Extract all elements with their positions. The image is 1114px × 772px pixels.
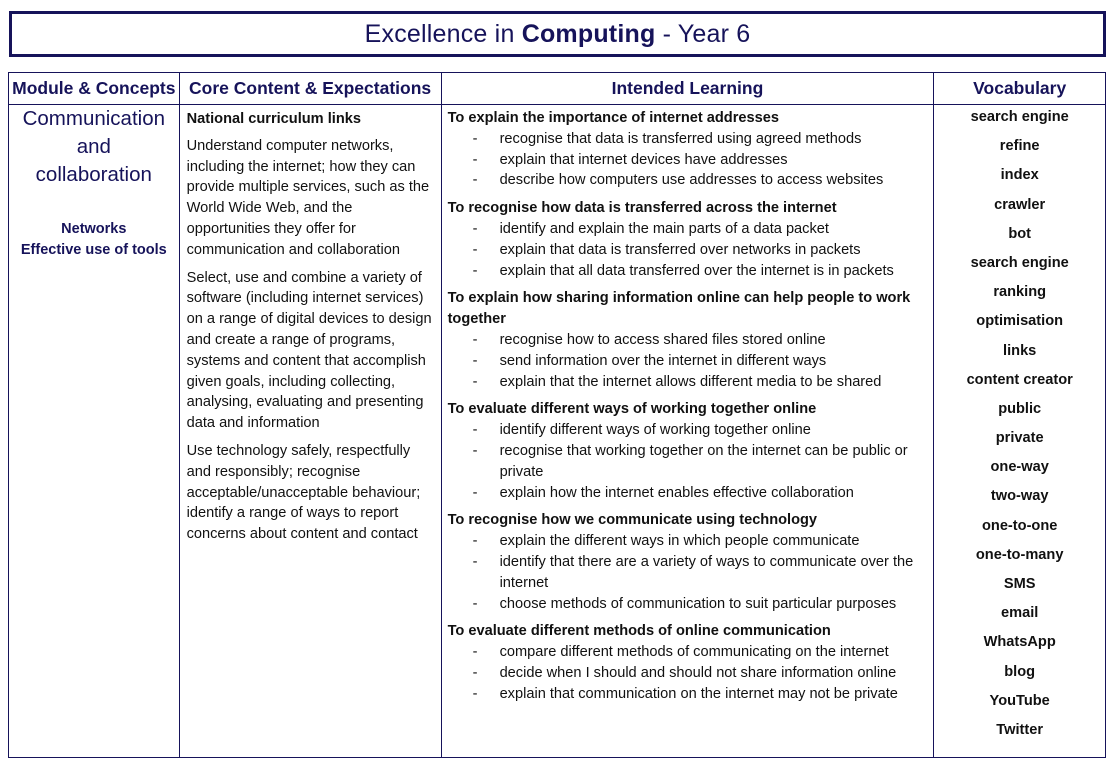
- core-heading: National curriculum links: [186, 111, 361, 127]
- list-item-text: decide when I should and should not share information online: [499, 664, 897, 681]
- dash-bullet-icon: -: [472, 422, 478, 439]
- vocabulary-term: search engine: [970, 109, 1069, 125]
- list-item-text: explain how the internet enables effective collaboration: [499, 484, 854, 501]
- list-item: [448, 129, 930, 150]
- title-prefix: Excellence in: [364, 20, 522, 48]
- objective-list: [448, 420, 930, 503]
- core-content-cell: [179, 105, 441, 758]
- vocabulary-term: WhatsApp: [983, 634, 1056, 651]
- list-item-text: identify different ways of working together online: [499, 422, 811, 439]
- learning-objective: [448, 198, 930, 281]
- vocabulary-term: private: [995, 430, 1044, 447]
- dash-bullet-icon: -: [472, 644, 478, 661]
- vocabulary-term: two-way: [990, 488, 1049, 505]
- list-item: [448, 150, 930, 171]
- vocabulary-term: bot: [1008, 225, 1032, 242]
- learning-objective: [448, 108, 930, 191]
- list-item: [448, 170, 930, 191]
- vocabulary-term: Twitter: [996, 721, 1044, 738]
- list-item: [448, 219, 930, 240]
- learning-objective: [448, 399, 930, 503]
- objective-title: To explain the importance of internet addresses: [447, 110, 779, 126]
- list-item-text: explain that communication on the internet may not be private: [499, 685, 898, 702]
- vocabulary-term: links: [1003, 342, 1037, 359]
- dash-bullet-icon: -: [472, 352, 478, 369]
- list-item: [448, 594, 930, 615]
- list-item: [448, 663, 930, 684]
- list-item-text: explain that all data transferred over the internet is in packets: [499, 262, 894, 279]
- header-core-content: Core Content & Expectations: [179, 73, 441, 105]
- list-item: [448, 351, 930, 372]
- list-item-text: describe how computers use addresses to access websites: [499, 172, 884, 189]
- vocabulary-term: YouTube: [989, 692, 1050, 709]
- vocabulary-term: content creator: [966, 371, 1073, 388]
- objective-title: To recognise how we communicate using technology: [447, 512, 818, 529]
- dash-bullet-icon: -: [472, 241, 478, 258]
- vocabulary-term: refine: [999, 138, 1040, 155]
- list-item: [448, 531, 930, 552]
- list-item: [448, 330, 930, 351]
- list-item-text: explain that data is transferred over networks in packets: [499, 241, 861, 258]
- list-item-text: explain that the internet allows different media to be shared: [499, 373, 882, 390]
- dash-bullet-icon: -: [472, 151, 478, 168]
- learning-objective: [448, 510, 930, 614]
- dash-bullet-icon: -: [472, 553, 478, 570]
- objective-list: [448, 330, 930, 392]
- dash-bullet-icon: -: [472, 373, 478, 390]
- vocabulary-term: SMS: [1003, 576, 1036, 592]
- curriculum-table: [8, 72, 1106, 758]
- vocabulary-term: one-to-one: [981, 517, 1058, 534]
- list-item-text: send information over the internet in different ways: [499, 352, 827, 369]
- learning-objective: [448, 621, 930, 704]
- dash-bullet-icon: -: [472, 262, 478, 279]
- concept-label: Networks: [61, 221, 127, 237]
- list-item-text: explain that internet devices have addresses: [499, 151, 788, 168]
- vocabulary-term: one-to-many: [975, 546, 1064, 563]
- list-item: [448, 372, 930, 393]
- list-item: [448, 420, 930, 441]
- header-vocabulary: Vocabulary: [934, 73, 1106, 105]
- intended-learning-cell: [441, 105, 934, 758]
- header-intended-learning: Intended Learning: [441, 73, 934, 105]
- objective-title: To evaluate different ways of working together online: [447, 401, 817, 418]
- dash-bullet-icon: -: [472, 533, 478, 550]
- objective-list: [448, 642, 930, 704]
- list-item: [448, 441, 930, 483]
- list-item: [448, 483, 930, 504]
- page-title: [12, 14, 1103, 54]
- dash-bullet-icon: -: [472, 484, 478, 501]
- list-item-text: recognise that working together on the internet can be public or private: [499, 442, 908, 480]
- objective-list: [448, 531, 930, 614]
- list-item-text: choose methods of communication to suit particular purposes: [499, 595, 897, 612]
- title-suffix: - Year 6: [655, 20, 751, 48]
- list-item-text: recognise how to access shared files stored online: [499, 331, 826, 348]
- vocabulary-term: search engine: [970, 254, 1069, 271]
- module-name-line: Communication: [22, 107, 166, 130]
- dash-bullet-icon: -: [472, 331, 478, 348]
- module-name: [13, 105, 175, 189]
- core-paragraph: Use technology safely, respectfully and responsibly; recognise acceptable/unacceptable behaviour; identify a range of ways to report concerns about content and contact: [186, 442, 421, 543]
- objective-list: [448, 219, 930, 281]
- objective-list: [448, 129, 930, 191]
- dash-bullet-icon: -: [472, 595, 478, 612]
- learning-objective: [448, 288, 930, 392]
- list-item-text: recognise that data is transferred using agreed methods: [499, 130, 862, 147]
- objective-title: To recognise how data is transferred across the internet: [447, 200, 837, 217]
- dash-bullet-icon: -: [472, 442, 478, 459]
- vocabulary-term: index: [1000, 167, 1039, 184]
- module-concepts: [13, 219, 175, 261]
- header-module-concepts: Module & Concepts: [9, 73, 180, 105]
- objective-title: To explain how sharing information online can help people to work together: [447, 290, 911, 328]
- dash-bullet-icon: -: [472, 685, 478, 702]
- vocabulary-term: email: [1001, 605, 1039, 622]
- module-cell: [9, 105, 180, 758]
- dash-bullet-icon: -: [472, 220, 478, 237]
- core-paragraph: Understand computer networks, including the internet; how they can provide multiple services, such as the World Wide Web, and the opportunities they offer for communication and collaboration: [186, 137, 430, 258]
- vocabulary-term: public: [998, 400, 1042, 417]
- list-item: [448, 552, 930, 594]
- objective-title: To evaluate different methods of online communication: [447, 623, 831, 640]
- dash-bullet-icon: -: [472, 172, 478, 189]
- dash-bullet-icon: -: [472, 664, 478, 681]
- module-name-line: and: [76, 135, 111, 158]
- list-item-text: identify and explain the main parts of a data packet: [499, 220, 829, 237]
- list-item-text: identify that there are a variety of ways to communicate over the internet: [499, 553, 914, 591]
- vocabulary-term: one-way: [990, 459, 1049, 476]
- list-item-text: compare different methods of communicating on the internet: [499, 644, 889, 661]
- header-row: [9, 73, 1106, 105]
- page-title-box: [9, 11, 1106, 57]
- concept-label: Effective use of tools: [20, 242, 167, 258]
- vocabulary-term: optimisation: [976, 313, 1064, 330]
- vocabulary-term: crawler: [994, 196, 1046, 213]
- list-item: [448, 240, 930, 261]
- list-item: [448, 684, 930, 705]
- module-name-line: collaboration: [35, 163, 152, 186]
- list-item: [448, 642, 930, 663]
- vocabulary-term: blog: [1004, 663, 1036, 680]
- list-item: [448, 261, 930, 282]
- core-paragraph: Select, use and combine a variety of software (including internet services) on a range of digital devices to design and create a range of programs, systems and content that accomplish given goals, including collecting, analysing, evaluating and presenting data and information: [186, 269, 432, 432]
- dash-bullet-icon: -: [472, 130, 478, 147]
- vocabulary-cell: [934, 105, 1106, 758]
- vocabulary-term: ranking: [993, 284, 1047, 301]
- table-row: [9, 105, 1106, 758]
- title-subject: Computing: [521, 20, 656, 48]
- list-item-text: explain the different ways in which people communicate: [499, 533, 860, 550]
